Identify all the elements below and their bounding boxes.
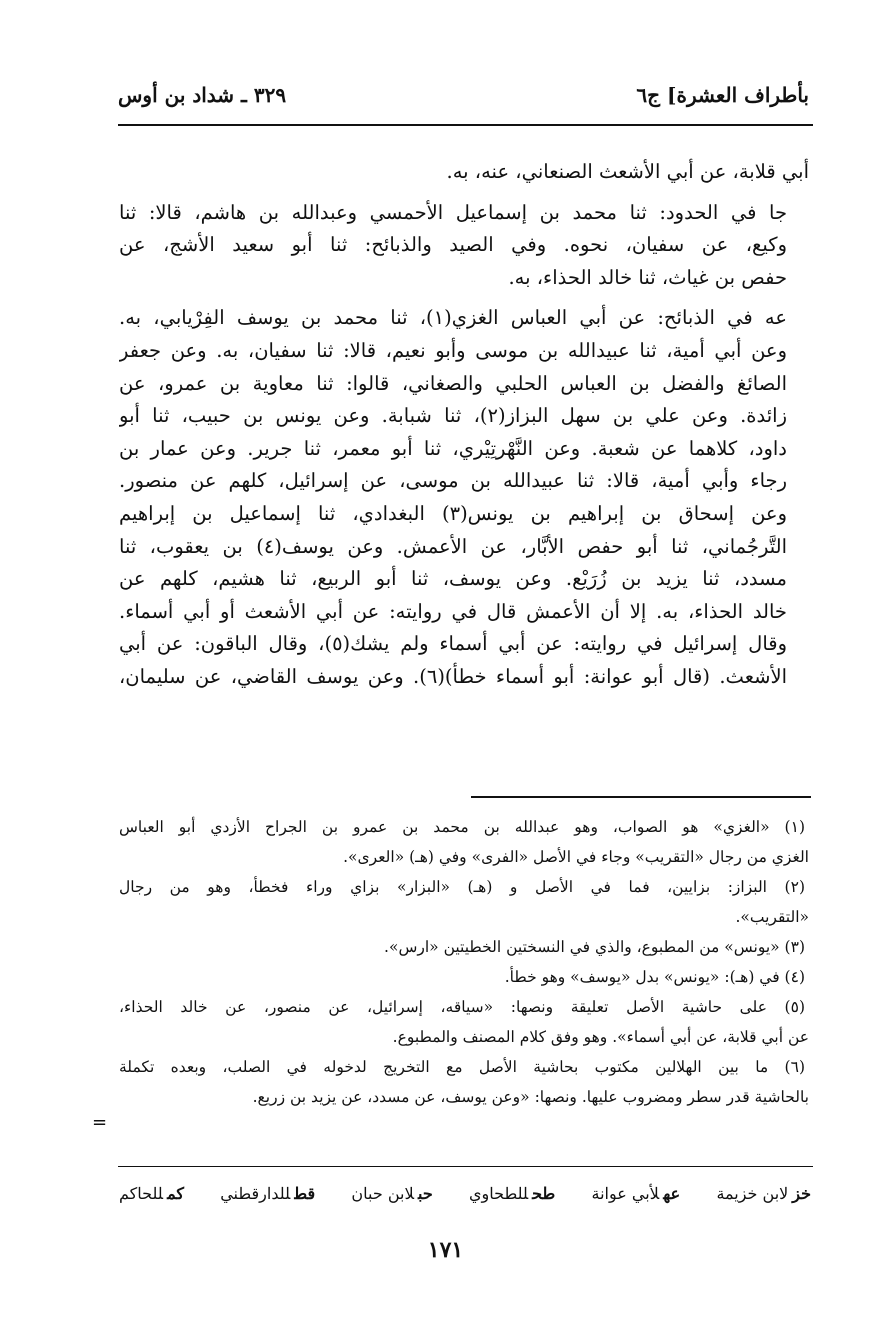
text-line: عه في الذبائح: عن أبي العباس الغزي(١)، ثنا محمد بن يوسف الفِرْيابي، به. xyxy=(119,306,787,330)
footnote-line: (٢) البزاز: بزايين، فما في الأصل و (هـ) «البزار» بزاي وراء فخطأ، وهو من رجال xyxy=(119,878,805,896)
abbreviation-code: عه xyxy=(663,1184,681,1203)
footnote-line: الغزي من رجال «التقريب» وجاء في الأصل «الفرى» وفي (هـ) «العرى». xyxy=(343,848,809,866)
text-line: الصائغ والفضل بن العباس الحلبي والصغاني، قالوا: ثنا معاوية بن عمرو، عن xyxy=(119,371,787,395)
page-number: ١٧١ xyxy=(427,1237,464,1263)
text-line: وعن أبي أمية، ثنا عبيدالله بن موسى وأبو نعيم، قالا: ثنا سفيان، به. وعن جعفر xyxy=(119,338,787,362)
abbreviation-item xyxy=(351,1184,432,1203)
abbreviation-desc: لابن خزيمة xyxy=(716,1184,789,1203)
footnote-line: «التقريب». xyxy=(735,908,809,926)
footnote-line: (٦) ما بين الهلالين مكتوب بحاشية الأصل مع التخريج لدخوله في الصلب، وبعده تكملة xyxy=(119,1058,805,1076)
abbreviation-code: كم xyxy=(167,1184,184,1203)
abbreviation-desc: لأبي عوانة xyxy=(591,1184,660,1203)
abbreviation-item xyxy=(220,1184,315,1203)
abbreviation-desc: للطحاوي xyxy=(469,1184,529,1203)
running-header xyxy=(118,78,809,112)
text-line: الأشعث. (قال أبو عوانة: أبو أسماء خطأ)(٦). وعن يوسف القاضي، عن سليمان، xyxy=(119,664,787,688)
paragraph-1 xyxy=(119,156,809,189)
footnotes xyxy=(119,812,809,1112)
header-book-title: بأطراف العشرة] ج٦ xyxy=(636,83,809,107)
footnote-2 xyxy=(119,872,809,932)
header-entry-title: ٣٢٩ ـ شداد بن أوس xyxy=(118,83,287,107)
footnote-line: (٥) على حاشية الأصل تعليقة ونصها: «سياقه، إسرائيل، عن منصور، عن خالد الحذاء، xyxy=(119,998,805,1016)
footnote-1 xyxy=(119,812,809,872)
text-line: أبي قلابة، عن أبي الأشعث الصنعاني، عنه، به. xyxy=(446,160,809,183)
abbreviation-key xyxy=(119,1184,811,1203)
text-line: مسدد، ثنا يزيد بن زُرَيْع. وعن يوسف، ثنا أبو الربيع، ثنا هشيم، كلهم عن xyxy=(119,567,787,591)
text-line: التَّرجُماني، ثنا أبو حفص الأبَّار، عن الأعمش. وعن يوسف(٤) بن يعقوب، ثنا xyxy=(119,534,787,558)
footnote-4 xyxy=(119,962,809,992)
abbreviation-code: قط xyxy=(294,1184,316,1203)
abbreviation-desc: للدارقطني xyxy=(220,1184,291,1203)
abbreviation-code: حب xyxy=(418,1184,433,1203)
text-line: داود، كلاهما عن شعبة. وعن النَّهْرتِيْري، ثنا أبو معمر، ثنا جرير. وعن عمار بن xyxy=(119,436,787,460)
abbreviation-item xyxy=(592,1184,681,1203)
footnote-5 xyxy=(119,992,809,1052)
abbreviation-item xyxy=(716,1184,811,1203)
footnote-6 xyxy=(119,1052,809,1112)
text-line: حفص بن غياث، ثنا خالد الحذاء، به. xyxy=(508,265,787,289)
text-line: جا في الحدود: ثنا محمد بن إسماعيل الأحمسي وعبدالله بن هاشم، قالا: ثنا xyxy=(119,200,787,224)
footnote-separator xyxy=(471,796,811,798)
text-line: رجاء وأبي أمية، قالا: ثنا عبيدالله بن موسى، عن إسرائيل، كلهم عن منصور. xyxy=(119,469,787,493)
text-line: خالد الحذاء، به. إلا أن الأعمش قال في روايته: عن أبي الأشعث أو أبي أسماء. xyxy=(119,599,787,623)
footnote-line: (٣) «يونس» من المطبوع، والذي في النسختين الخطيتين «ارس». xyxy=(384,938,805,956)
text-line: وعن إسحاق بن إبراهيم بن يونس(٣) البغدادي، ثنا إسماعيل بن إبراهيم xyxy=(119,501,787,525)
footnote-line: (١) «الغزي» هو الصواب، وهو عبدالله بن محمد بن عمرو بن الجراح الأزدي أبو العباس xyxy=(119,818,805,836)
header-rule xyxy=(118,124,813,126)
abbreviation-item xyxy=(469,1184,555,1203)
footnote-line: (٤) في (هـ): «يونس» بدل «يوسف» وهو خطأ. xyxy=(504,968,805,986)
paragraph-2 xyxy=(119,197,809,295)
abbreviation-desc: لابن حبان xyxy=(351,1184,414,1203)
text-line: وقال إسرائيل في روايته: عن أبي أسماء ولم يشك(٥)، وقال الباقون: عن أبي xyxy=(119,632,788,656)
paragraph-3 xyxy=(119,302,809,693)
abbreviation-code: طح xyxy=(532,1184,556,1203)
footnote-line: بالحاشية قدر سطر ومضروب عليها. ونصها: «وعن يوسف، عن مسدد، عن يزيد بن زريع. xyxy=(252,1088,809,1106)
main-text xyxy=(119,156,809,702)
text-line: وكيع، عن سفيان، نحوه. وفي الصيد والذبائح: ثنا أبو سعيد الأشج، عن xyxy=(119,233,787,257)
text-line: زائدة. وعن علي بن سهل البزاز(٢)، ثنا شبابة. وعن يونس بن حبيب، ثنا أبو xyxy=(119,404,787,428)
abbreviation-desc: للحاكم xyxy=(119,1184,164,1203)
continuation-mark: = xyxy=(92,1112,108,1133)
footnote-3 xyxy=(119,932,809,962)
abbreviation-item xyxy=(119,1184,184,1203)
abbreviation-code: خز xyxy=(792,1184,811,1203)
footer-rule xyxy=(118,1166,813,1167)
footnote-line: عن أبي قلابة، عن أبي أسماء». وهو وفق كلام المصنف والمطبوع. xyxy=(392,1028,809,1046)
